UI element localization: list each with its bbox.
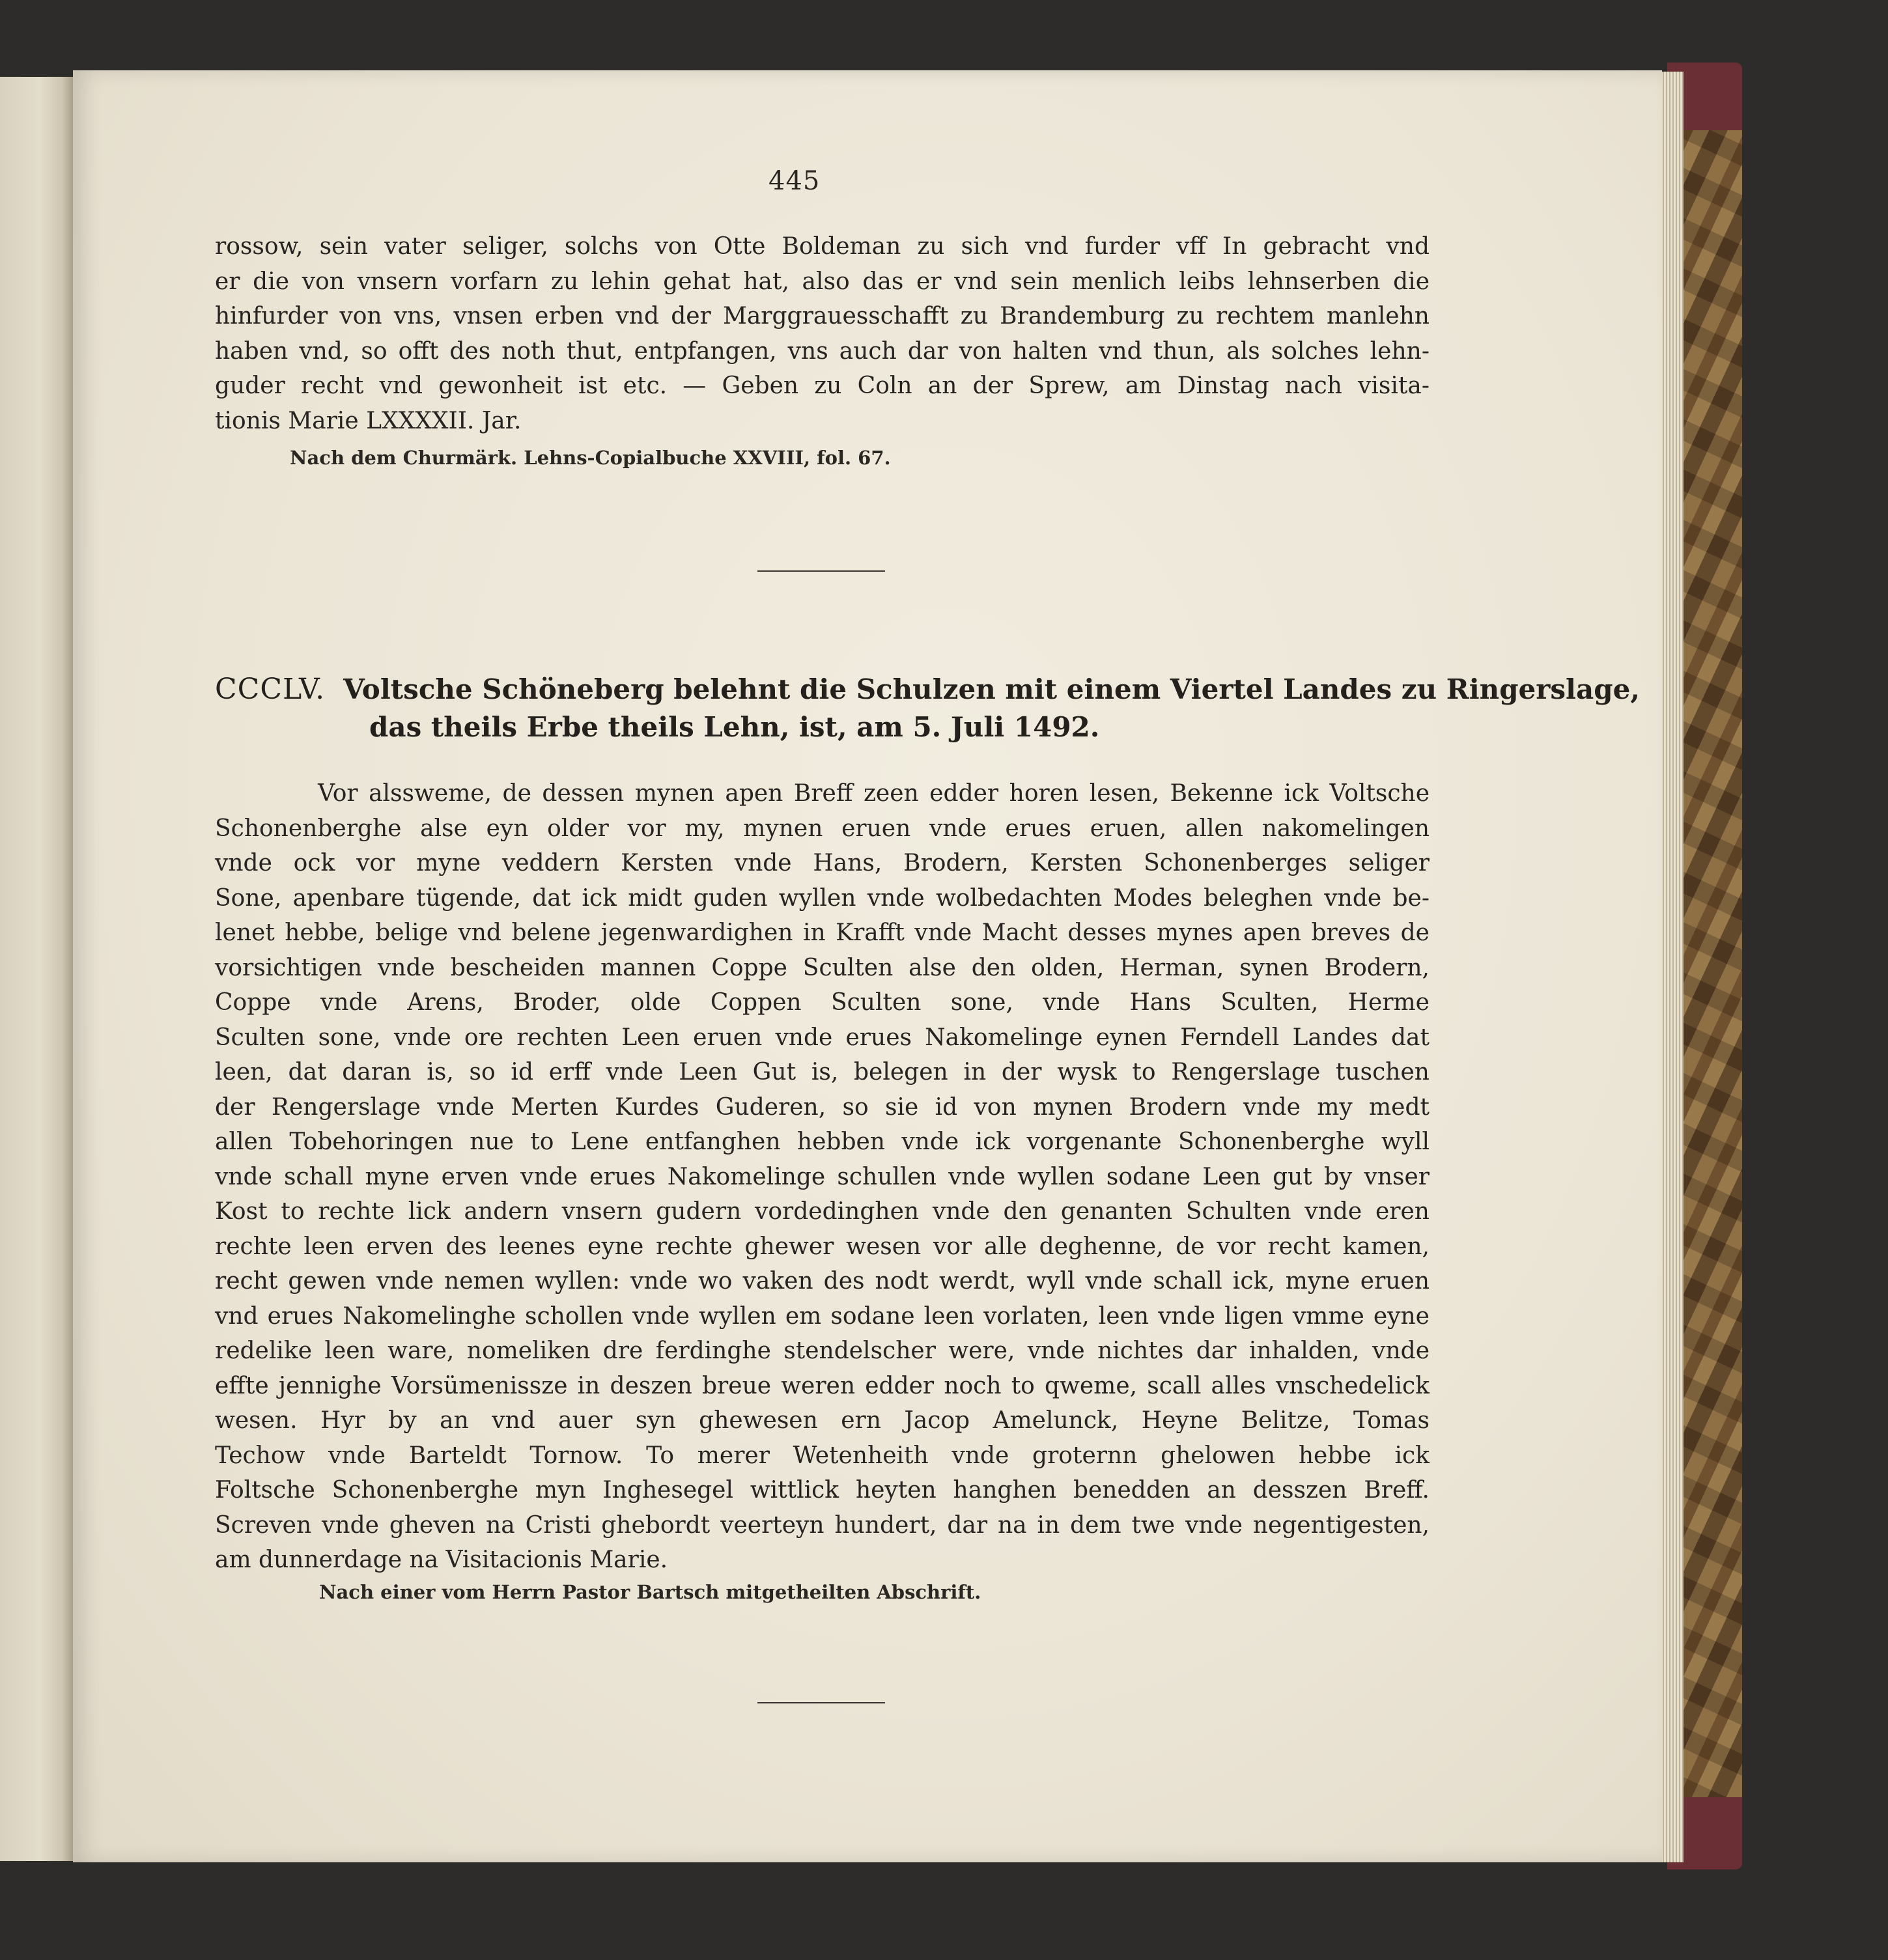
end-divider xyxy=(757,1702,885,1703)
facing-page-edge xyxy=(0,77,73,1861)
text-line: hinfurder von vns, vnsen erben vnd der Marggrauesschafft zu Brandemburg zu rechtem manlehn xyxy=(215,303,1430,329)
source-note-2: Nach einer vom Herrn Pastor Bartsch mitgetheilten Abschrift. xyxy=(319,1581,981,1603)
text-line: Screven vnde gheven na Cristi ghebordt veerteyn hundert, dar na in dem twe vnde negentigesten, xyxy=(215,1511,1430,1539)
text-line: Foltsche Schonenberghe myn Inghesegel wittlick heyten hanghen benedden an desszen Breff. xyxy=(215,1477,1430,1504)
charter-text xyxy=(215,776,1430,1578)
text-line: am dunnerdage na Visitacionis Marie. xyxy=(215,1547,668,1573)
text-line: vorsichtigen vnde bescheiden mannen Coppe Sculten alse den olden, Herman, synen Brodern, xyxy=(215,954,1430,981)
text-line: vnde ock vor myne veddern Kersten vnde Hans, Brodern, Kersten Schonenberges seliger xyxy=(215,850,1430,876)
text-line: allen Tobehoringen nue to Lene entfanghen hebben vnde ick vorgenante Schonenberghe wyll xyxy=(215,1128,1430,1155)
text-line: redelike leen ware, nomeliken dre ferdinghe stendelscher were, vnde nichtes dar inhalden, vnde xyxy=(215,1337,1430,1364)
text-line: vnde schall myne erven vnde erues Nakomelinge schullen vnde wyllen sodane Leen gut by vnser xyxy=(215,1163,1430,1190)
text-line: der Rengerslage vnde Merten Kurdes Guderen, so sie id von mynen Brodern vnde my medt xyxy=(215,1093,1430,1121)
text-line: rossow, sein vater seliger, solchs von Otte Boldeman zu sich vnd furder vff In gebracht vnd xyxy=(215,233,1430,260)
text-line: Coppe vnde Arens, Broder, olde Coppen Sculten sone, vnde Hans Sculten, Herme xyxy=(215,989,1430,1016)
page-number: 445 xyxy=(768,166,821,196)
text-line: vnd erues Nakomelinghe schollen vnde wyllen em sodane leen vorlaten, leen vnde ligen vmme eyne xyxy=(215,1302,1430,1330)
text-line: Kost to rechte lick andern vnsern gudern vordedinghen vnde den genanten Schulten vnde eren xyxy=(215,1198,1430,1225)
section-divider xyxy=(757,570,885,572)
text-line: Sone, apenbare tügende, dat ick midt guden wyllen vnde wolbedachten Modes beleghen vnde be- xyxy=(215,884,1430,912)
text-line: effte jennighe Vorsümenissze in deszen breue weren edder noch to qweme, scall alles vnschedelick xyxy=(215,1372,1430,1399)
section-title-line-2: das theils Erbe theils Lehn, ist, am 5. Juli 1492. xyxy=(369,711,1100,743)
text-line: haben vnd, so offt des noth thut, entpfangen, vns auch dar von halten vnd thun, als solches lehn- xyxy=(215,337,1430,365)
text-line: Sculten sone, vnde ore rechten Leen eruen vnde erues Nakomelinge eynen Ferndell Landes dat xyxy=(215,1024,1430,1051)
text-line: leen, dat daran is, so id erff vnde Leen Gut is, belegen in der wysk to Rengerslage tuschen xyxy=(215,1059,1430,1085)
text-line: guder recht vnd gewonheit ist etc. — Geben zu Coln an der Sprew, am Dinstag nach visita- xyxy=(215,372,1430,399)
text-line: lenet hebbe, belige vnd belene jegenwardighen in Krafft vnde Macht desses mynes apen breves de xyxy=(215,919,1430,946)
text-line: er die von vnsern vorfarn zu lehin gehat hat, also das er vnd sein menlich leibs lehnserben die xyxy=(215,268,1430,295)
source-note-1: Nach dem Churmärk. Lehns-Copialbuche XXVIII, fol. 67. xyxy=(290,447,891,469)
text-line: Schonenberghe alse eyn older vor my, mynen eruen vnde erues eruen, allen nakomelingen xyxy=(215,815,1430,842)
marbled-cover-edge xyxy=(1680,130,1742,1797)
text-line: tionis Marie LXXXXII. Jar. xyxy=(215,407,522,434)
text-line: recht gewen vnde nemen wyllen: vnde wo vaken des nodt werdt, wyll vnde schall ick, myne eruen xyxy=(215,1268,1430,1295)
text-line: wesen. Hyr by an vnd auer syn ghewesen ern Jacop Amelunck, Heyne Belitze, Tomas xyxy=(215,1407,1430,1434)
section-heading xyxy=(215,671,1640,746)
text-line: Techow vnde Barteldt Tornow. To merer Wetenheith vnde groternn ghelowen hebbe ick xyxy=(215,1442,1430,1469)
section-title-line-1: Voltsche Schöneberg belehnt die Schulzen mit einem Viertel Landes zu Ringerslage, xyxy=(343,673,1640,705)
text-line: rechte leen erven des leenes eyne rechte ghewer wesen vor alle deghenne, de vor recht kamen, xyxy=(215,1233,1430,1260)
section-number: CCCLV. xyxy=(215,673,326,706)
text-line: Vor alssweme, de dessen mynen apen Breff zeen edder horen lesen, Bekenne ick Voltsche xyxy=(318,780,1430,807)
continuation-paragraph xyxy=(215,229,1430,438)
